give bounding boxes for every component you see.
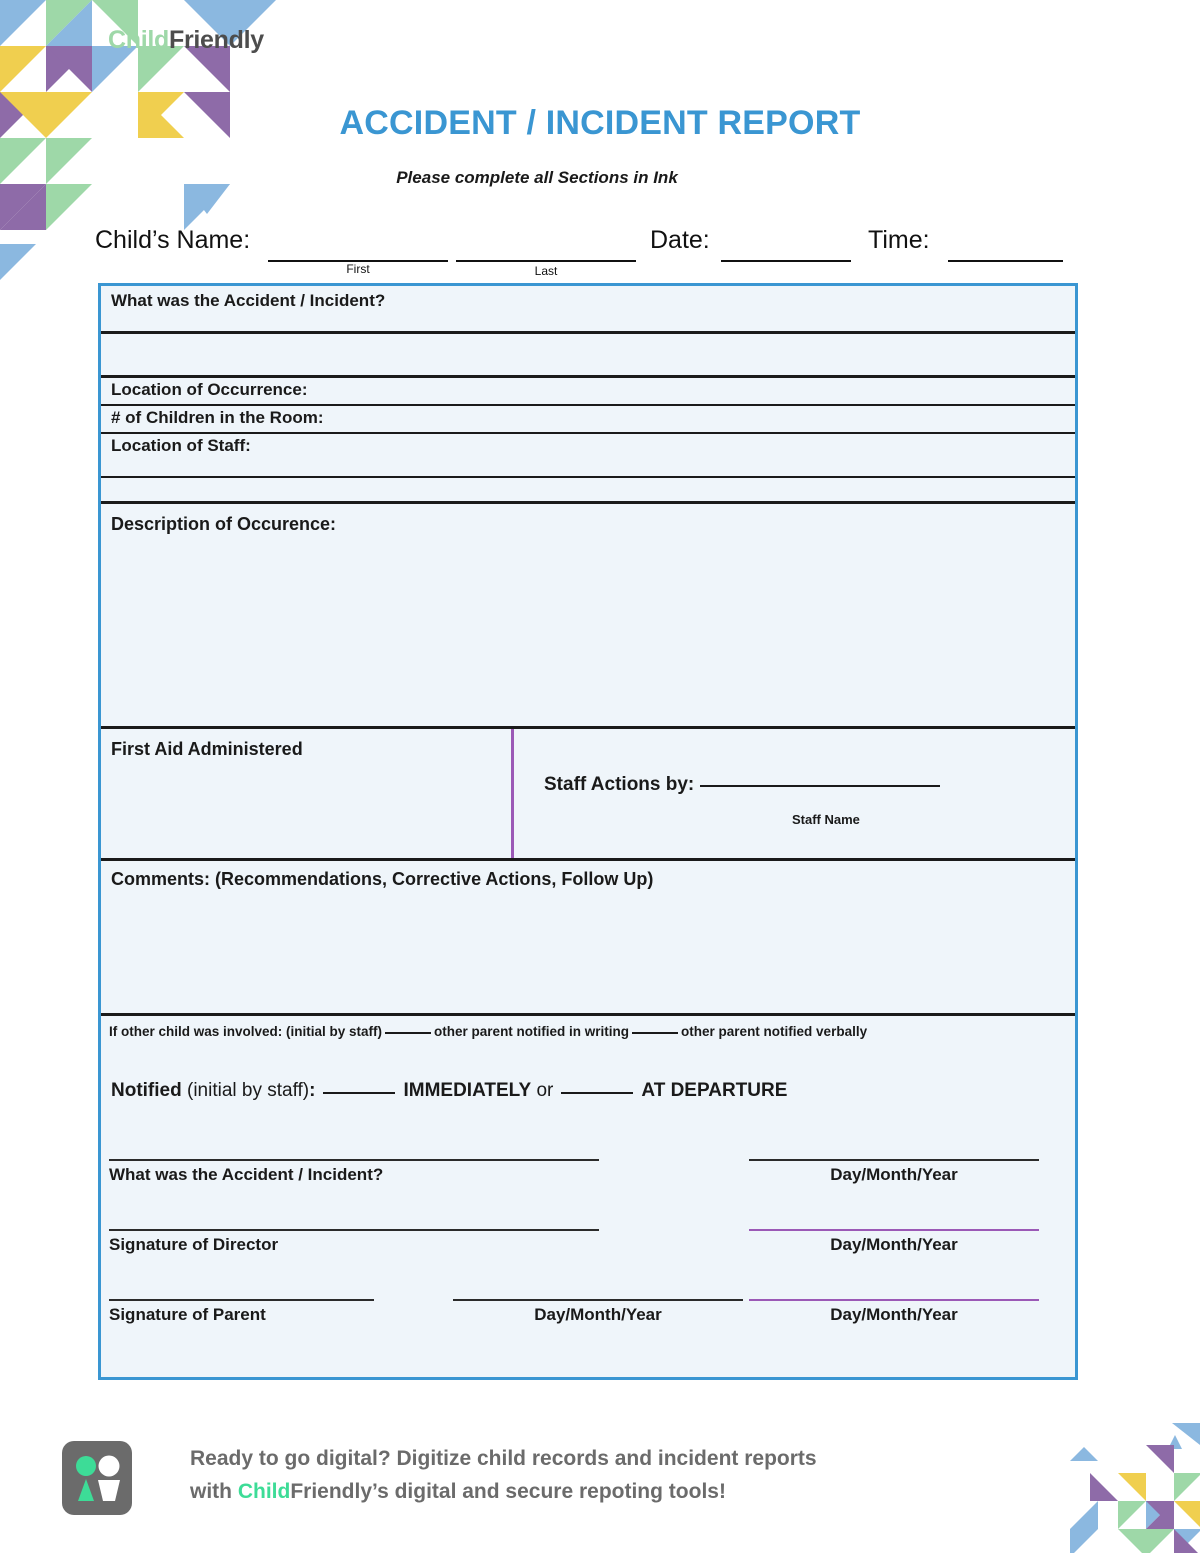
location-staff-answer-area[interactable] <box>101 478 1075 504</box>
staff-name-sublabel: Staff Name <box>792 812 860 827</box>
staff-actions-label-line <box>544 774 940 796</box>
sig1-right-line[interactable] <box>749 1159 1039 1161</box>
footer-line-2-rest: Friendly’s digital and secure repoting tools! <box>290 1479 726 1503</box>
brand-logo <box>108 26 264 55</box>
notified-paren: (initial by staff) <box>181 1080 310 1101</box>
location-occurrence-label: Location of Occurrence: <box>111 380 308 399</box>
sig3-mid-line[interactable] <box>453 1299 743 1301</box>
section-children-in-room[interactable] <box>101 406 1075 434</box>
footer-cta <box>62 1437 1072 1527</box>
children-in-room-label: # of Children in the Room: <box>111 408 324 427</box>
section-first-aid-staff-actions <box>101 729 1075 861</box>
sig3-right-caption: Day/Month/Year <box>830 1305 958 1324</box>
last-name-sublabel: Last <box>534 264 558 278</box>
people-icon <box>62 1441 132 1515</box>
sig2-right-caption: Day/Month/Year <box>830 1235 958 1254</box>
sig3-right-line[interactable] <box>749 1299 1039 1301</box>
notified-line <box>101 1052 1075 1102</box>
logo-text-child: Child <box>108 26 169 54</box>
footer-line-1: Ready to go digital? Digitize child records and incident reports <box>190 1447 817 1470</box>
sig3-left-caption: Signature of Parent <box>109 1305 266 1324</box>
first-name-sublabel: First <box>346 262 370 276</box>
notified-bold-word: Notified <box>111 1080 182 1101</box>
section-location-occurrence[interactable] <box>101 378 1075 406</box>
footer-brand-child: Child <box>237 1479 291 1503</box>
logo-text-friendly: Friendly <box>169 26 264 54</box>
section-comments[interactable] <box>101 861 1075 1016</box>
section-notified <box>101 1052 1075 1140</box>
footer-line-2-prefix: with <box>190 1479 238 1503</box>
notified-blank-departure[interactable] <box>561 1092 633 1094</box>
staff-actions-column[interactable] <box>514 729 1075 858</box>
first-aid-label: First Aid Administered <box>111 739 303 759</box>
location-staff-label: Location of Staff: <box>111 436 251 455</box>
sig2-left-line[interactable] <box>109 1229 599 1231</box>
sig2-right-line[interactable] <box>749 1229 1039 1231</box>
signature-row-3 <box>101 1280 1075 1350</box>
sig1-left-line[interactable] <box>109 1159 599 1161</box>
other-child-blank-writing[interactable] <box>385 1032 431 1034</box>
sig3-mid-caption: Day/Month/Year <box>534 1305 662 1324</box>
description-label: Description of Occurence: <box>111 514 337 534</box>
comments-label: Comments: (Recommendations, Corrective Actions, Follow Up) <box>111 869 654 889</box>
staff-actions-blank[interactable] <box>700 785 940 787</box>
other-child-blank-verbally[interactable] <box>632 1032 678 1034</box>
notified-blank-immediately[interactable] <box>323 1092 395 1094</box>
page-subtitle: Please complete all Sections in Ink <box>396 168 678 187</box>
decorative-triangles-bottom-right <box>1050 1423 1200 1553</box>
people-icon-glyph <box>62 1441 132 1515</box>
sig2-left-caption: Signature of Director <box>109 1235 279 1254</box>
other-child-part3: other parent notified verbally <box>681 1024 868 1039</box>
what-happened-label: What was the Accident / Incident? <box>111 291 386 310</box>
other-child-part1: If other child was involved: (initial by staff) <box>109 1024 383 1039</box>
other-child-line <box>101 1016 1075 1039</box>
sig1-right-caption: Day/Month/Year <box>830 1165 958 1184</box>
time-blank[interactable] <box>948 260 1063 262</box>
date-blank[interactable] <box>721 260 851 262</box>
child-name-row <box>95 222 1105 278</box>
staff-actions-label: Staff Actions by: <box>544 774 695 795</box>
section-location-staff[interactable] <box>101 434 1075 478</box>
time-label: Time: <box>868 226 930 254</box>
notified-or: or <box>536 1080 554 1101</box>
signature-row-1 <box>101 1140 1075 1210</box>
notified-at-departure: AT DEPARTURE <box>641 1080 788 1101</box>
signature-row-2 <box>101 1210 1075 1280</box>
page-title: ACCIDENT / INCIDENT REPORT <box>339 104 861 142</box>
other-child-part2: other parent notified in writing <box>434 1024 630 1039</box>
notified-colon: : <box>309 1080 316 1101</box>
child-name-label: Child’s Name: <box>95 226 251 254</box>
last-name-blank[interactable] <box>456 260 636 262</box>
sig1-left-caption: What was the Accident / Incident? <box>109 1165 384 1184</box>
footer-text <box>190 1443 1020 1508</box>
sig3-left-line[interactable] <box>109 1299 374 1301</box>
section-what-happened <box>101 286 1075 334</box>
what-happened-answer-area[interactable] <box>101 334 1075 378</box>
date-label: Date: <box>650 226 710 254</box>
notified-immediately: IMMEDIATELY <box>403 1080 532 1101</box>
first-aid-column[interactable] <box>101 729 511 858</box>
section-description[interactable] <box>101 504 1075 729</box>
section-other-child <box>101 1016 1075 1052</box>
incident-form-box <box>98 283 1078 1380</box>
